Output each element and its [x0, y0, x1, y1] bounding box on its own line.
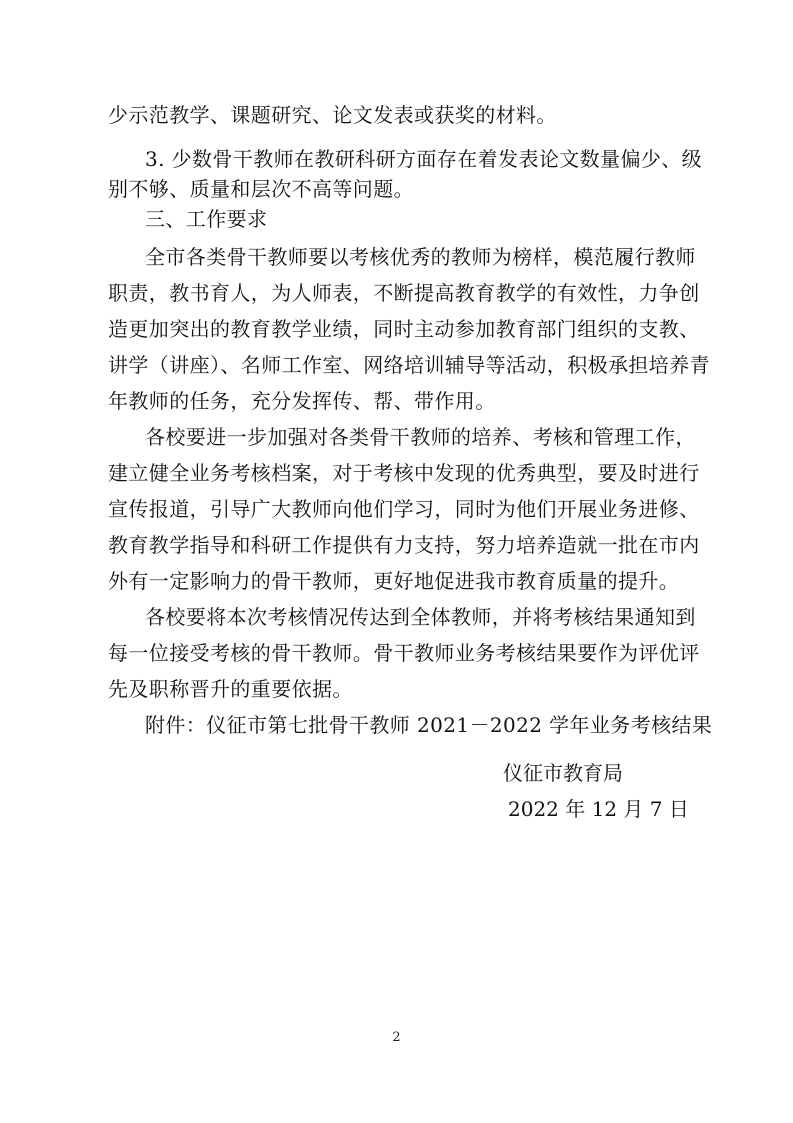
attachment-note: 附件：仪征市第七批骨干教师 2021－2022 学年业务考核结果 — [145, 713, 713, 737]
paragraph-line: 职责，教书育人，为人师表，不断提高教育教学的有效性，力争创 — [108, 281, 700, 305]
section-heading: 三、工作要求 — [145, 207, 268, 231]
paragraph-line: 全市各类骨干教师要以考核优秀的教师为榜样，模范履行教师 — [145, 245, 696, 269]
paragraph-line: 年教师的任务，充分发挥传、帮、带作用。 — [108, 389, 496, 413]
paragraph-line: 建立健全业务考核档案，对于考核中发现的优秀典型，要及时进行 — [108, 461, 700, 485]
paragraph-line: 各校要进一步加强对各类骨干教师的培养、考核和管理工作， — [145, 425, 696, 449]
paragraph-line: 先及职称晋升的重要依据。 — [108, 677, 353, 701]
paragraph-line: 讲学（讲座）、名师工作室、网络培训辅导等活动，积极承担培养青 — [108, 353, 710, 377]
page-number: 2 — [392, 1030, 401, 1045]
paragraph-line: 教育教学指导和科研工作提供有力支持，努力培养造就一批在市内 — [108, 533, 700, 557]
paragraph-line: 3. 少数骨干教师在教研科研方面存在着发表论文数量偏少、级 — [145, 147, 703, 171]
paragraph-line: 宣传报道，引导广大教师向他们学习，同时为他们开展业务进修、 — [108, 497, 700, 521]
signature-date: 2022 年 12 月 7 日 — [508, 797, 689, 821]
paragraph-line: 各校要将本次考核情况传达到全体教师，并将考核结果通知到 — [145, 605, 696, 629]
paragraph-line: 别不够、质量和层次不高等问题。 — [108, 177, 414, 201]
paragraph-line: 外有一定影响力的骨干教师，更好地促进我市教育质量的提升。 — [108, 569, 680, 593]
paragraph-line: 少示范教学、课题研究、论文发表或获奖的材料。 — [108, 103, 557, 127]
paragraph-line: 造更加突出的教育教学业绩，同时主动参加教育部门组织的支教、 — [108, 317, 700, 341]
signature-organization: 仪征市教育局 — [503, 761, 623, 785]
paragraph-line: 每一位接受考核的骨干教师。骨干教师业务考核结果要作为评优评 — [108, 641, 700, 665]
